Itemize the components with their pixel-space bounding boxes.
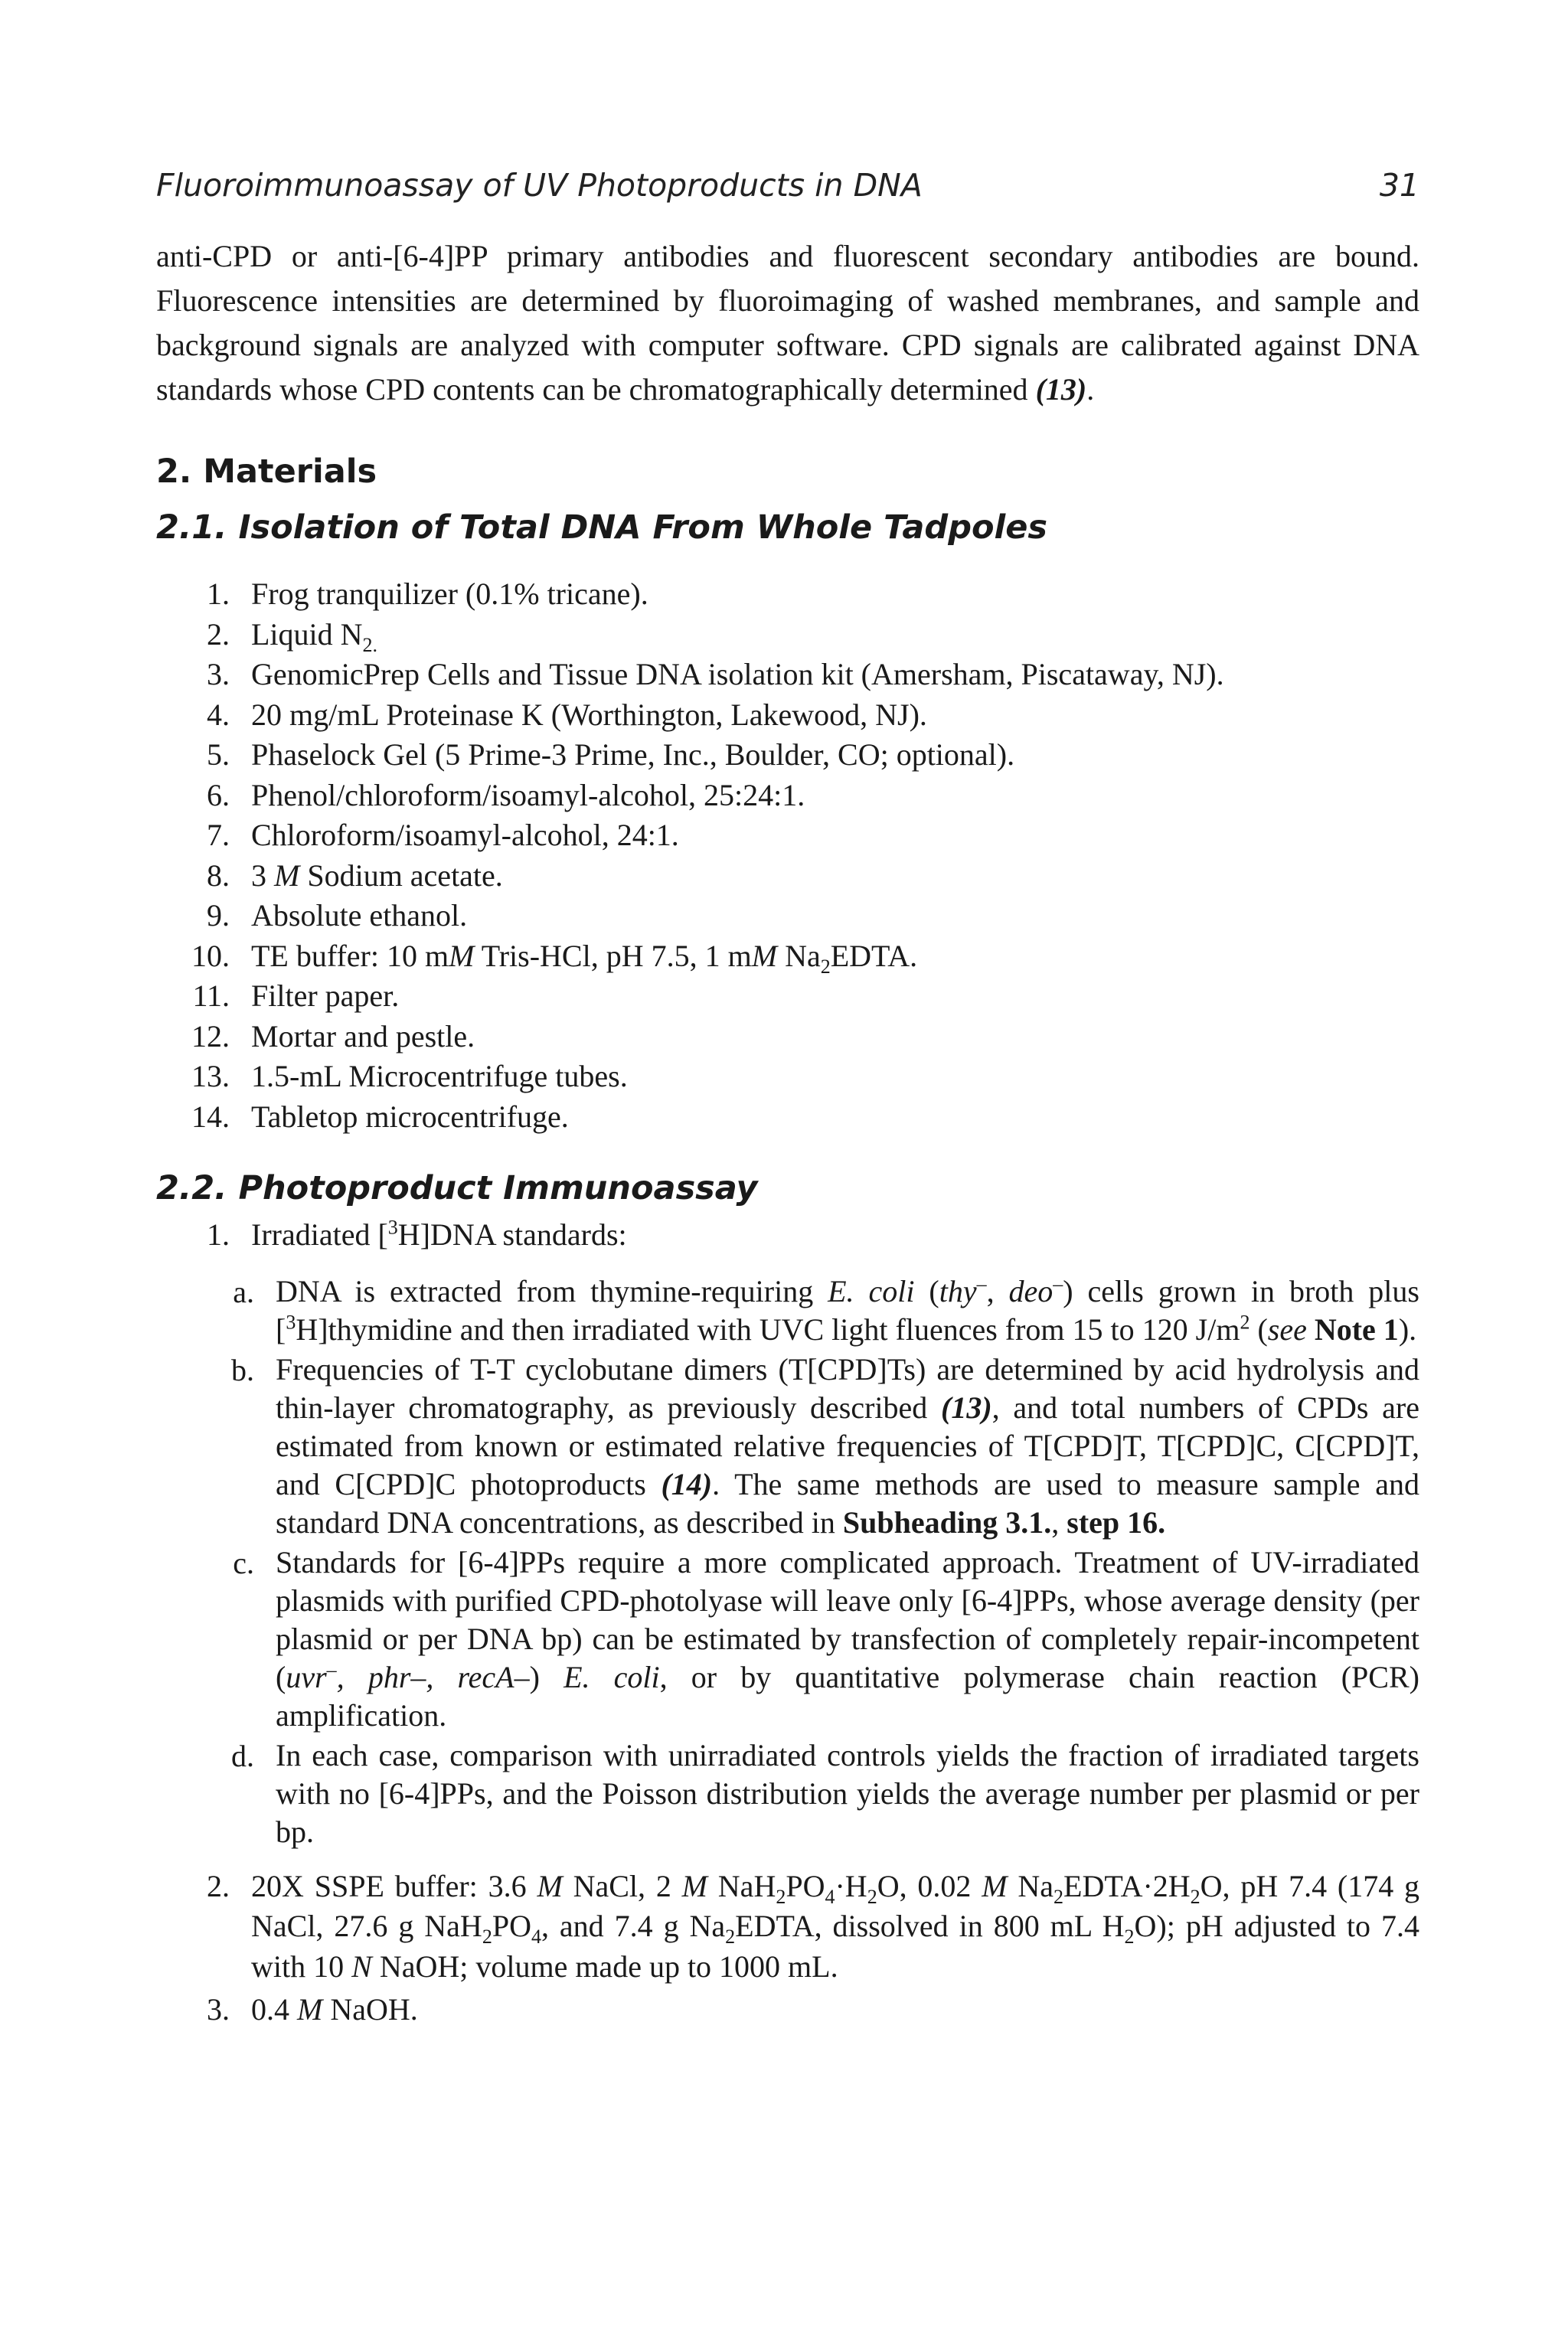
- sub-list-item: b. Frequencies of T-T cyclobutane dimers (T[CPD]Ts) are determined by acid hydrolysis and thin-layer chromatography, as previously described (13), and total numbers of CPDs are estimated from known or estimated relative frequencies of T[CPD]T, T[CPD]C, C[CPD]T, and C[CPD]C photoproducts (14). The same methods are used to measure sample and standard DNA concentrations, as described in Subheading 3.1., step 16.: [231, 1351, 1419, 1540]
- subheading-reference: Subheading 3.1.: [842, 1504, 1052, 1540]
- list-item: 12. Mortar and pestle.: [191, 1018, 475, 1054]
- list-item: 11. Filter paper.: [192, 978, 400, 1013]
- citation: (14): [661, 1466, 713, 1501]
- citation: (13): [1035, 372, 1087, 407]
- list-item: 3. GenomicPrep Cells and Tissue DNA isolation kit (Amersham, Piscataway, NJ).: [207, 657, 1224, 691]
- sub-list-item: a. DNA is extracted from thymine-requiring E. coli (thy–, deo–) cells grown in broth plus [$^3$H]thymidine and then irradiated with UVC light fluences from 15 to 120 $J/m^2$ (see Note 1).: [233, 1272, 1419, 1347]
- list-item: 4. 20 mg/mL Proteinase K (Worthington, Lakewood, NJ).: [207, 697, 927, 732]
- running-head-title: Fluoroimmunoassay of UV Photoproducts in DNA: [156, 167, 923, 204]
- page: [156, 167, 1419, 2030]
- list-item: 2. Liquid $N_{2.}$: [207, 616, 378, 656]
- running-head: [156, 167, 1419, 210]
- step-reference: step 16.: [1067, 1504, 1166, 1540]
- list-item: 5. Phaselock Gel (5 Prime-3 Prime, Inc., Boulder, CO; optional).: [207, 737, 1015, 772]
- list-item: 14. Tabletop microcentrifuge.: [191, 1099, 569, 1134]
- list-item: 1. Frog tranquilizer (0.1% tricane).: [207, 577, 648, 611]
- list-item: 3. 0.4 M NaOH.: [207, 1992, 418, 2027]
- list-item: 7. Chloroform/isoamyl-alcohol, 24:1.: [207, 818, 679, 852]
- section-heading-materials: 2. Materials: [156, 452, 377, 491]
- subsection-heading-dna-isolation: 2.1. Isolation of Total DNA From Whole Tadpoles: [156, 508, 1048, 547]
- page-number: 31: [1379, 167, 1419, 204]
- list-item: 1. Irradiated [$^3$H]DNA standards: a. DNA is extracted from thymine-requiring E. coli (thy–, deo–) cells grown in broth plus [$^3$H]thymidine and then irradiated with UVC light fluences from 15 to 120 $J/m^2$ (see Note 1). b. Frequencies of T-T cyclobutane dimers (T[CPD]Ts) are determined by acid hydrolysis and thin-layer chromatography, as previously described (13), and total numbers of CPDs are estimated from known or estimated relative frequencies of T[CPD]T, T[CPD]C, C[CPD]T, and C[CPD]C photoproducts (14). The same methods are used to measure sample and standard DNA concentrations, as described in Subheading 3.1., step 16. c. Standards for [6-4]PPs require a more complicated approach. Treatment of UV-irradiated plasmids with purified CPD-photolyase will leave only [6-4]PPs, whose average density (per plasmid or per DNA bp) can be estimated by transfection of completely repair-incompetent (uvr–, phr–, recA–) E. coli, or by quantitative polymerase chain reaction (PCR) amplification. d. In each case, comparison with unirradiated controls yields the fraction of irradiated targets with no [6-4]PPs, and the Poisson distribution yields the average number per plasmid or per bp.: [156, 1215, 1419, 1867]
- list-item: 6. Phenol/chloroform/isoamyl-alcohol, 25:24:1.: [207, 777, 805, 812]
- materials-list-2-1: [156, 574, 1419, 1137]
- list-item: 13. 1.5-mL Microcentrifuge tubes.: [191, 1059, 628, 1093]
- materials-list-2-2: [156, 1215, 1419, 2030]
- sub-list: [231, 1272, 1419, 1851]
- intro-paragraph: anti-CPD or anti-[6-4]PP primary antibodies and fluorescent secondary antibodies are bound. Fluorescence intensities are determined by fluoroimaging of washed membranes, and sample and background signals are analyzed with computer software. CPD signals are calibrated against DNA standards whose CPD contents can be chromatographically determined (13).: [156, 239, 1419, 407]
- list-item: 8. 3 M Sodium acetate.: [207, 858, 503, 893]
- note-reference: Note 1: [1314, 1312, 1399, 1347]
- list-item: 10. TE buffer: 10 mM Tris-HCl, pH 7.5, 1 mM $Na_2EDTA$.: [191, 938, 918, 978]
- sub-list-item: c. Standards for [6-4]PPs require a more complicated approach. Treatment of UV-irradiated plasmids with purified CPD-photolyase will leave only [6-4]PPs, whose average density (per plasmid or per DNA bp) can be estimated by transfection of completely repair-incompetent (uvr–, phr–, recA–) E. coli, or by quantitative polymerase chain reaction (PCR) amplification.: [233, 1544, 1419, 1733]
- sub-list-item: d. In each case, comparison with unirradiated controls yields the fraction of irradiated targets with no [6-4]PPs, and the Poisson distribution yields the average number per plasmid or per bp.: [231, 1737, 1419, 1849]
- list-item: 2. 20X SSPE buffer: 3.6 M NaCl, 2 M $NaH_2PO_4\cdot H_2O$, 0.02 M $Na_2EDTA\cdot 2H_2O$, pH 7.4 (174 g NaCl, 27.6 g $NaH_2PO_4$, and 7.4 g $Na_2EDTA$, dissolved in 800 mL $H_2O$); pH adjusted to 7.4 with 10 N NaOH; volume made up to 1000 mL.: [207, 1868, 1420, 1984]
- subsection-heading-immunoassay: 2.2. Photoproduct Immunoassay: [156, 1169, 758, 1207]
- citation: (13): [941, 1390, 992, 1425]
- list-item: 9. Absolute ethanol.: [207, 898, 468, 933]
